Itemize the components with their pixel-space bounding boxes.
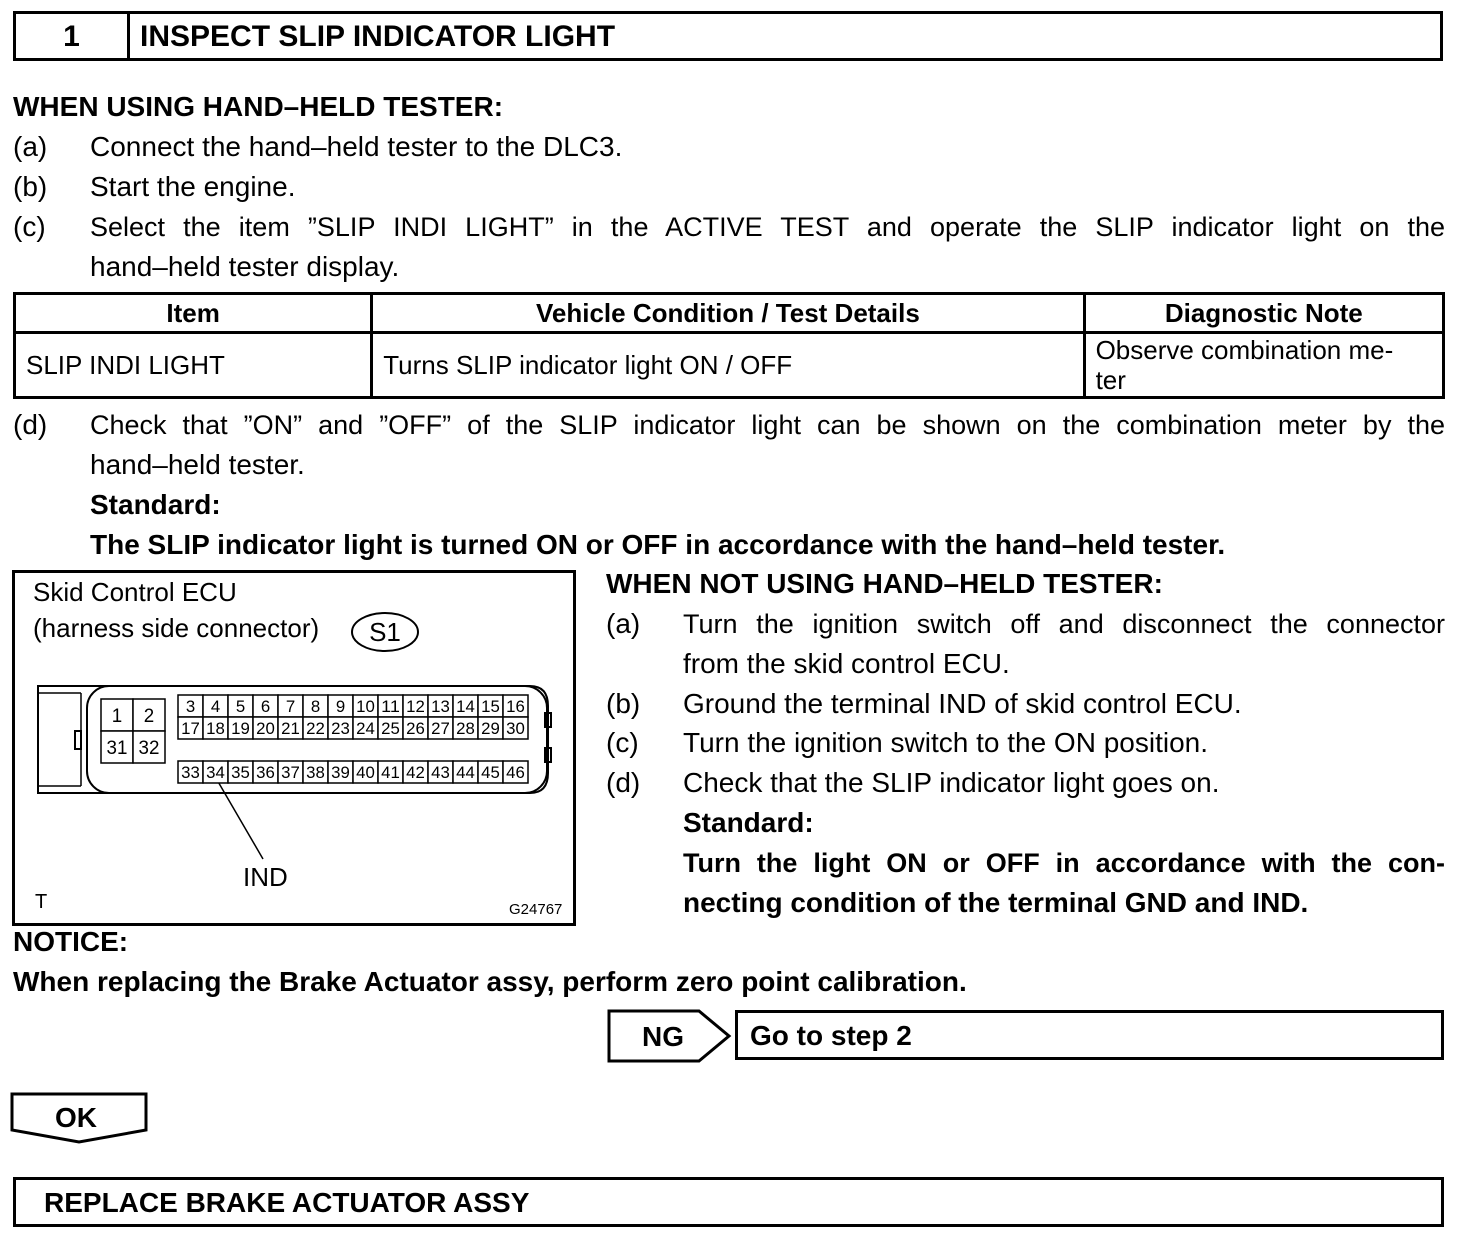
terminal-label-43: 43 [431, 763, 450, 783]
terminal-label-28: 28 [456, 719, 475, 739]
terminal-label-41: 41 [381, 763, 400, 783]
active-test-table [13, 292, 1445, 399]
terminal-label-33: 33 [181, 763, 200, 783]
terminal-label-30: 30 [506, 719, 525, 739]
terminal-label-4: 4 [210, 697, 221, 717]
terminal-label-14: 14 [456, 697, 475, 717]
terminal-label-32: 32 [138, 737, 160, 759]
no-hht-step-b-text: Ground the terminal IND of skid control ECU. [683, 688, 1242, 719]
table-header-condition: Vehicle Condition / Test Details [372, 294, 1084, 333]
no-hht-standard-line2: necting condition of the terminal GND and IND. [683, 887, 1309, 918]
hht-standard-label: Standard: [90, 489, 221, 520]
hht-step-c-label: (c) [13, 211, 46, 242]
step-header [13, 11, 1443, 61]
ng-arrow[interactable] [607, 1009, 733, 1063]
terminal-label-18: 18 [206, 719, 225, 739]
terminal-label-10: 10 [356, 697, 375, 717]
table-header-row [15, 294, 1444, 333]
no-hht-heading: WHEN NOT USING HAND–HELD TESTER: [606, 568, 1163, 599]
table-cell-note [1084, 333, 1443, 398]
hht-step-d-label: (d) [13, 409, 48, 440]
hht-step-c-line2: hand–held tester display. [90, 251, 400, 282]
no-hht-step-a-line1: Turn the ignition switch off and disconnect the connector [683, 609, 1445, 639]
terminal-label-25: 25 [381, 719, 400, 739]
hht-step-b-label: (b) [13, 171, 48, 202]
connector-diagram [12, 570, 576, 926]
terminal-label-40: 40 [356, 763, 375, 783]
terminal-label-31: 31 [106, 737, 128, 759]
terminal-label-37: 37 [281, 763, 300, 783]
terminal-label-27: 27 [431, 719, 450, 739]
terminal-label-16: 16 [506, 697, 525, 717]
table-header-note: Diagnostic Note [1084, 294, 1443, 333]
terminal-grid [101, 695, 528, 783]
no-hht-step-b-label: (b) [606, 688, 641, 719]
hht-step-a-text: Connect the hand–held tester to the DLC3. [90, 131, 623, 162]
terminal-label-29: 29 [481, 719, 500, 739]
no-hht-step-a-label: (a) [606, 608, 641, 639]
terminal-label-23: 23 [331, 719, 350, 739]
no-hht-standard-line1: Turn the light ON or OFF in accordance with the con- [683, 848, 1445, 878]
terminal-label-46: 46 [506, 763, 525, 783]
table-header-item: Item [15, 294, 372, 333]
connector-drawing [15, 573, 573, 923]
notice-text: When replacing the Brake Actuator assy, perform zero point calibration. [13, 966, 967, 997]
notice-heading: NOTICE: [13, 926, 129, 957]
terminal-label-7: 7 [285, 697, 296, 717]
hht-step-d-line1: Check that ”ON” and ”OFF” of the SLIP indicator light can be shown on the combination meter by the [90, 410, 1445, 440]
diagram-title: Skid Control ECU [33, 577, 237, 607]
figure-code: G24767 [509, 901, 563, 918]
terminal-label-22: 22 [306, 719, 325, 739]
step-title: INSPECT SLIP INDICATOR LIGHT [140, 20, 616, 53]
ok-label: OK [55, 1102, 97, 1133]
no-hht-step-d-text: Check that the SLIP indicator light goes on. [683, 767, 1220, 798]
no-hht-step-c-text: Turn the ignition switch to the ON position. [683, 727, 1208, 758]
terminal-label-13: 13 [431, 697, 450, 717]
terminal-label-11: 11 [381, 697, 400, 717]
step-number: 1 [16, 14, 130, 58]
terminal-label-9: 9 [335, 697, 346, 717]
terminal-label-24: 24 [356, 719, 375, 739]
diagram-corner-label: T [35, 891, 48, 913]
hht-step-d-line2: hand–held tester. [90, 449, 305, 480]
terminal-label-6: 6 [260, 697, 271, 717]
table-row [15, 333, 1444, 398]
ind-leader-line [213, 773, 263, 859]
hht-step-a-label: (a) [13, 131, 48, 162]
hht-heading: WHEN USING HAND–HELD TESTER: [13, 91, 504, 122]
terminal-label-12: 12 [406, 697, 425, 717]
ind-callout-label: IND [243, 862, 288, 892]
terminal-label-44: 44 [456, 763, 475, 783]
terminal-label-5: 5 [235, 697, 246, 717]
terminal-label-39: 39 [331, 763, 350, 783]
ok-arrow[interactable] [10, 1092, 150, 1146]
table-cell-note-line2: ter [1095, 365, 1126, 395]
terminal-label-34: 34 [206, 763, 225, 783]
terminal-label-35: 35 [231, 763, 250, 783]
table-cell-condition: Turns SLIP indicator light ON / OFF [372, 333, 1084, 398]
connector-id-label: S1 [369, 617, 401, 647]
terminal-label-36: 36 [256, 763, 275, 783]
terminal-label-3: 3 [185, 697, 196, 717]
terminal-label-38: 38 [306, 763, 325, 783]
terminal-label-8: 8 [310, 697, 321, 717]
table-cell-note-line1: Observe combination me- [1095, 335, 1394, 365]
connector-left-latch [75, 731, 81, 749]
no-hht-step-c-label: (c) [606, 727, 639, 758]
hht-step-b-text: Start the engine. [90, 171, 296, 202]
ng-target-box[interactable]: Go to step 2 [735, 1010, 1444, 1060]
no-hht-step-d-label: (d) [606, 767, 641, 798]
replace-box: REPLACE BRAKE ACTUATOR ASSY [13, 1177, 1444, 1227]
terminal-label-17: 17 [181, 719, 200, 739]
terminal-label-42: 42 [406, 763, 425, 783]
terminal-label-21: 21 [281, 719, 300, 739]
terminal-label-45: 45 [481, 763, 500, 783]
no-hht-standard-label: Standard: [683, 807, 814, 838]
terminal-label-2: 2 [143, 705, 155, 727]
terminal-label-1: 1 [111, 705, 123, 727]
diagram-subtitle: (harness side connector) [33, 613, 320, 643]
no-hht-step-a-line2: from the skid control ECU. [683, 648, 1010, 679]
terminal-label-19: 19 [231, 719, 250, 739]
hht-standard-text: The SLIP indicator light is turned ON or OFF in accordance with the hand–held tester. [90, 529, 1226, 560]
hht-step-c-line1: Select the item ”SLIP INDI LIGHT” in the ACTIVE TEST and operate the SLIP indicator light on the [90, 212, 1445, 242]
terminal-label-20: 20 [256, 719, 275, 739]
terminal-label-15: 15 [481, 697, 500, 717]
table-cell-item: SLIP INDI LIGHT [15, 333, 372, 398]
terminal-label-26: 26 [406, 719, 425, 739]
ng-label: NG [642, 1021, 684, 1052]
